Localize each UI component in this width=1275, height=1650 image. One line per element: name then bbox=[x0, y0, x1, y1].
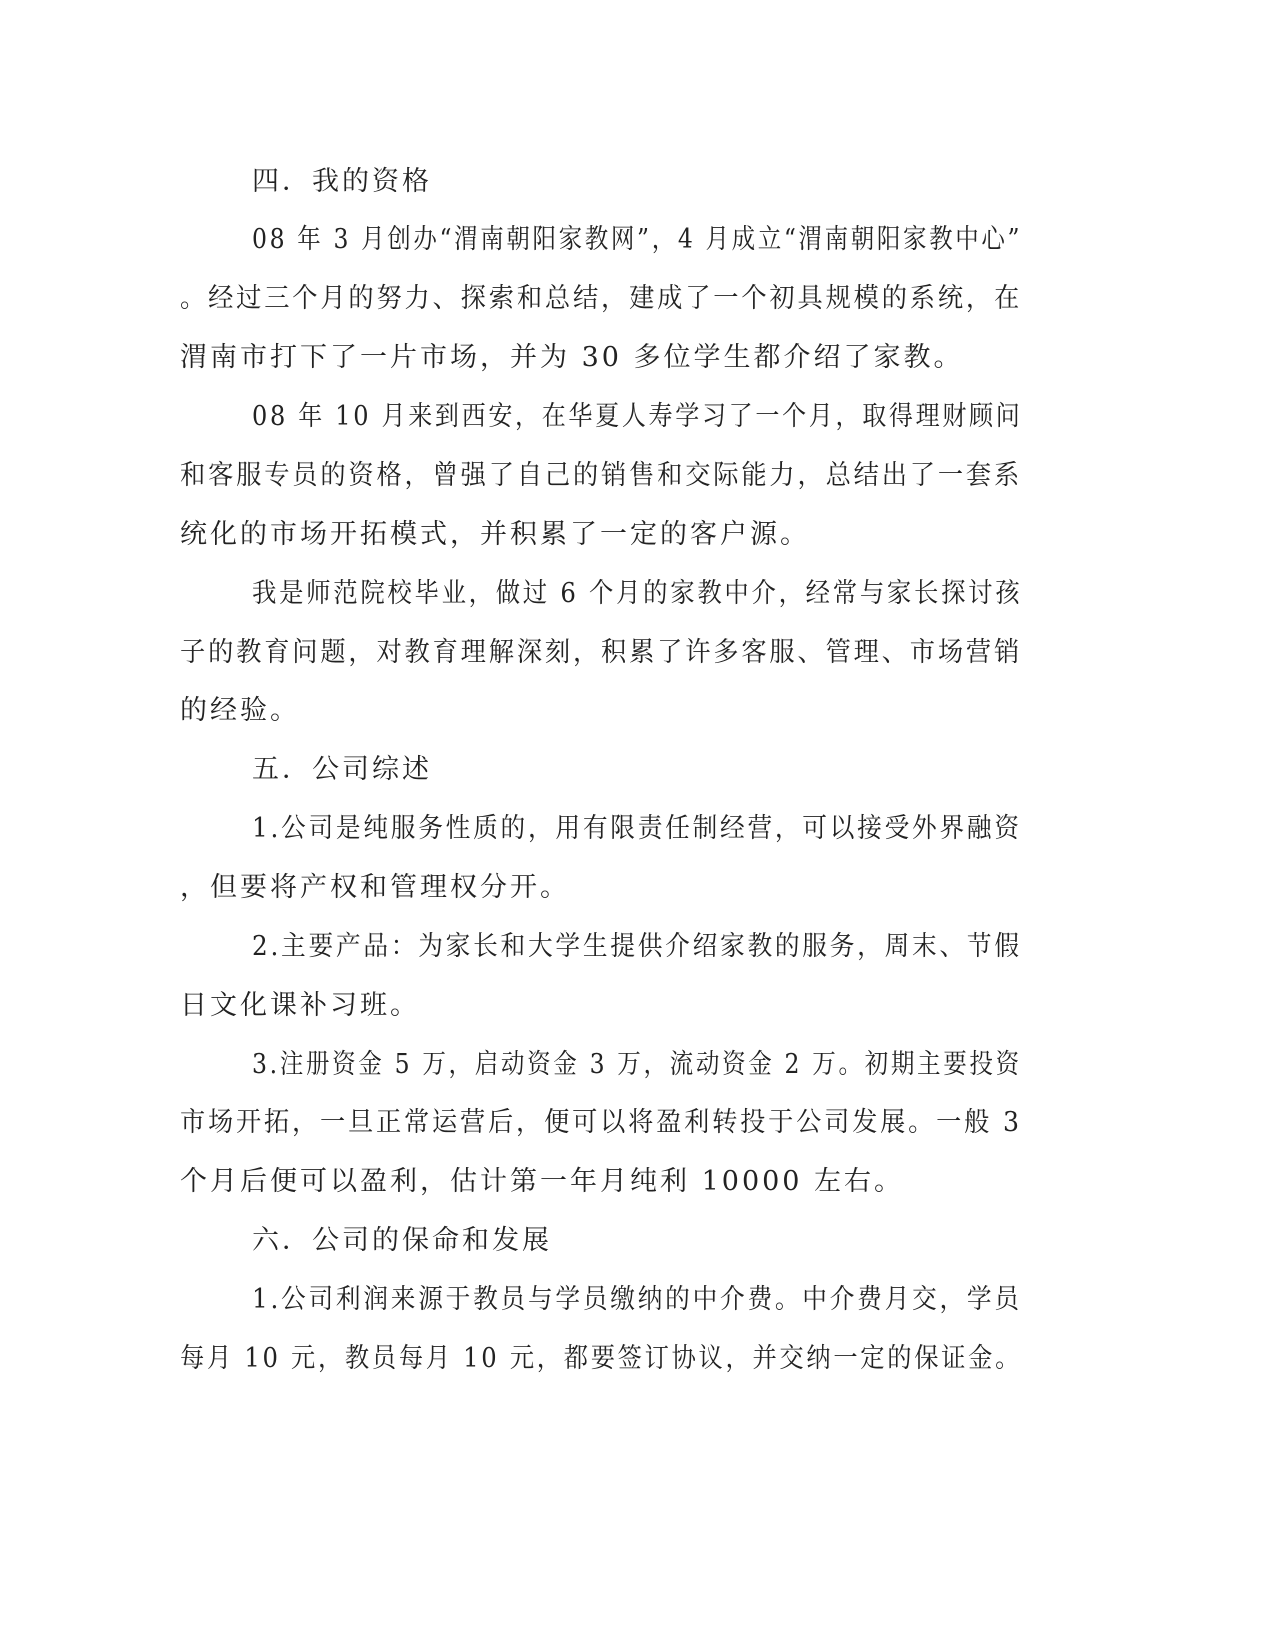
paragraph-line: 和客服专员的资格，曾强了自己的销售和交际能力，总结出了一套系 bbox=[180, 460, 1023, 491]
paragraph-line: 市场开拓，一旦正常运营后，便可以将盈利转投于公司发展。一般 3 bbox=[180, 1107, 1022, 1138]
paragraph-line: 我是师范院校毕业，做过 6 个月的家教中介，经常与家长探讨孩 bbox=[252, 578, 1023, 609]
paragraph-line: 08 年 10 月来到西安，在华夏人寿学习了一个月，取得理财顾问 bbox=[252, 401, 1023, 432]
paragraph-line: 渭南市打下了一片市场，并为 30 多位学生都介绍了家教。 bbox=[180, 342, 964, 373]
paragraph-line: 。经过三个月的努力、探索和总结，建成了一个初具规模的系统，在 bbox=[180, 283, 1023, 314]
paragraph-line: 统化的市场开拓模式，并积累了一定的客户源。 bbox=[180, 519, 810, 550]
heading-qualifications: 四．我的资格 bbox=[252, 166, 432, 197]
paragraph-line: 1.公司是纯服务性质的，用有限责任制经营，可以接受外界融资 bbox=[252, 813, 1022, 844]
paragraph-line: 2.主要产品：为家长和大学生提供介绍家教的服务，周末、节假 bbox=[252, 931, 1022, 962]
heading-company-overview: 五．公司综述 bbox=[252, 754, 432, 785]
paragraph-line: 子的教育问题，对教育理解深刻，积累了许多客服、管理、市场营销 bbox=[180, 637, 1023, 668]
paragraph-line: 08 年 3 月创办“渭南朝阳家教网”，4 月成立“渭南朝阳家教中心” bbox=[252, 224, 1023, 255]
paragraph-line: ，但要将产权和管理权分开。 bbox=[180, 872, 570, 903]
paragraph-line: 3.注册资金 5 万，启动资金 3 万，流动资金 2 万。初期主要投资 bbox=[252, 1049, 1022, 1080]
paragraph-line: 的经验。 bbox=[180, 695, 300, 726]
paragraph-line: 个月后便可以盈利，估计第一年月纯利 10000 左右。 bbox=[180, 1166, 905, 1197]
heading-company-development: 六．公司的保命和发展 bbox=[252, 1225, 552, 1256]
paragraph-line: 日文化课补习班。 bbox=[180, 990, 420, 1021]
paragraph-line: 每月 10 元，教员每月 10 元，都要签订协议，并交纳一定的保证金。 bbox=[180, 1343, 1023, 1374]
paragraph-line: 1.公司利润来源于教员与学员缴纳的中介费。中介费月交，学员 bbox=[252, 1284, 1022, 1315]
